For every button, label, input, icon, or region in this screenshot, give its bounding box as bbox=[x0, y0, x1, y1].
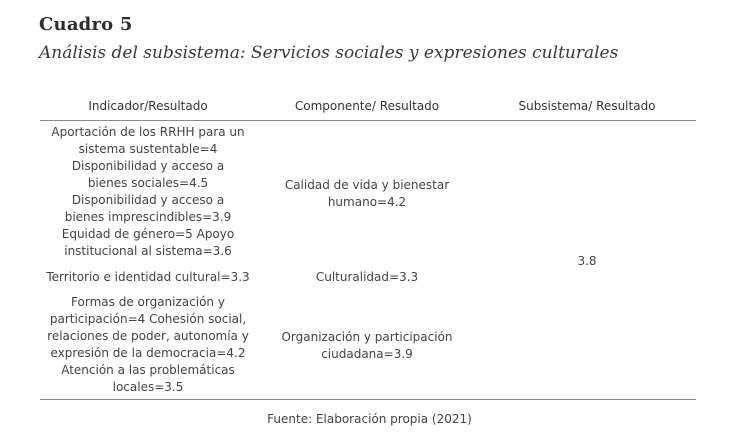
indicator-text: Disponibilidad y acceso a bienes sociales=4.5 bbox=[71, 159, 225, 190]
indicator-text: Disponibilidad y acceso a bienes imprescindibles=3.9 bbox=[64, 193, 232, 224]
subsystem-value: 3.8 bbox=[577, 254, 597, 268]
header-indicador: Indicador/Resultado bbox=[88, 99, 208, 113]
table-title: Cuadro 5 bbox=[39, 14, 133, 35]
indicator-text: Aportación de los RRHH para un sistema sustentable=4 bbox=[51, 125, 245, 156]
table-subtitle: Análisis del subsistema: Servicios sociales y expresiones culturales bbox=[39, 43, 619, 63]
indicator-cell bbox=[40, 124, 256, 260]
header-subsistema: Subsistema/ Resultado bbox=[518, 99, 656, 113]
indicator-cell bbox=[40, 294, 256, 396]
bottom-rule bbox=[40, 399, 696, 400]
indicator-text: Territorio e identidad cultural=3.3 bbox=[46, 270, 250, 284]
component-cell: Organización y participación ciudadana=3.9 bbox=[281, 330, 453, 361]
indicator-text: Formas de organización y participación=4 Cohesión social, relaciones de poder, autonomía y expresión de la democracia=4.2 bbox=[47, 295, 249, 360]
header-rule bbox=[40, 120, 696, 121]
source-note: Fuente: Elaboración propia (2021) bbox=[267, 412, 472, 426]
indicator-text: Equidad de género=5 Apoyo institucional al sistema=3.6 bbox=[61, 227, 235, 258]
header-componente: Componente/ Resultado bbox=[294, 99, 440, 113]
indicator-text: Atención a las problemáticas locales=3.5 bbox=[61, 363, 235, 394]
component-cell: Culturalidad=3.3 bbox=[315, 270, 419, 284]
component-cell: Calidad de vida y bienestar humano=4.2 bbox=[284, 178, 450, 209]
